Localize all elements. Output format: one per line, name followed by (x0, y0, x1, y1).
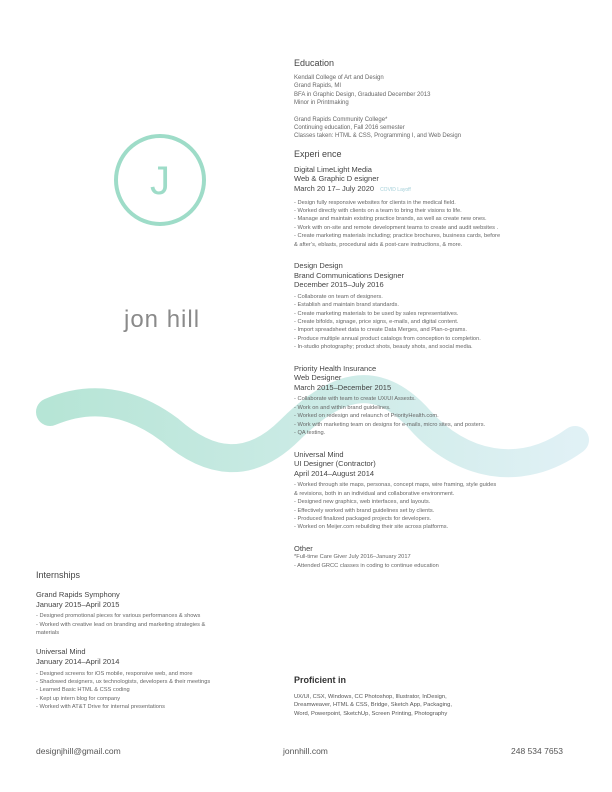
education-lines: Kendall College of Art and Design Grand Rapids, MI BFA in Graphic Design, Graduated December 2013 Minor in Printmaking Grand Rapids Community College* Continuing education, Fall 2016 semester Classes taken: HTML & CSS, Programming I, and Web Design (294, 75, 462, 140)
logo-letter: J (150, 159, 170, 203)
education-section (294, 58, 584, 141)
education-title: Education (294, 58, 335, 68)
internships-section (36, 570, 276, 722)
job-bullets: - Worked through site maps, personas, concept maps, wire framing, style guides & revisions, both in an individual and collaborative environment. - Designed new graphics, web interfaces, and layouts. - Effectively worked with brand guidelines set by clients. - Produced finalized packaged projects for developers. - Worked on Meijer.com rebuilding their site across platforms. (294, 482, 497, 531)
internships-title: Internships (36, 570, 81, 580)
other-section: Other *Full-time Care Giver July 2016–January 2017 - Attended GRCC classes in coding to continue education (294, 544, 584, 570)
layoff-note: COVID Layoff (380, 187, 411, 194)
other-title: Other (294, 543, 313, 553)
job-bullets: - Collaborate on team of designers. - Establish and maintain brand standards. - Create marketing materials to be used by sales representatives. - Create bifolds, signage, price signs, e-mails, and digital content. - Import spreadsheet data to create Data Merges, and Plan-o-grams. - Produce multiple annual product catalogs from conception to completion. - In-studio photography; product shots, beauty shots, and social media. (294, 293, 481, 351)
job-entry: Digital LimeLight Media Web & Graphic D esigner March 20 17– July 2020 COVID Layoff - Design fully responsive websites for clients in the medical field. - Worked directly with clients on a team to bring their visions to life. - Manage and maintain existing practice brands, as well as create new ones. - Work with on-site and remote development teams to create and audit websites . - Create marketing materials including; practice brochures, business cards, before & after’s, eblasts, procedural aids & post-care instructions, & more. (294, 165, 584, 249)
monogram-logo (112, 132, 208, 228)
job-entry: Priority Health Insurance Web Designer March 2015–December 2015 - Collaborate with team to create UX/UI Assests. - Work on and within brand guidelines. - Worked on redesign and relaunch of PriorityHealth.com. - Work with marketing team on designs for e-mails, micro sites, and posters. - QA testing. (294, 364, 584, 438)
experience-title: Experi ence (294, 148, 342, 159)
website-link[interactable]: jonnhill.com (283, 746, 328, 756)
job-entry: Design Design Brand Communications Designer December 2015–July 2016 - Collaborate on team of designers. - Establish and maintain brand standards. - Create marketing materials to be used by sales representatives. - Create bifolds, signage, price signs, e-mails, and digital content. - Import spreadsheet data to create Data Merges, and Plan-o-grams. - Produce multiple annual product catalogs from conception to completion. - In-studio photography; product shots, beauty shots, and social media. (294, 261, 584, 352)
right-column (294, 58, 584, 582)
job-entry: Universal Mind UI Designer (Contractor) April 2014–August 2014 - Worked through site maps, personas, concept maps, wire framing, style guides & revisions, both in an individual and collaborative environment. - Designed new graphics, web interfaces, and layouts. - Effectively worked with brand guidelines set by clients. - Produced finalized packaged projects for developers. - Worked on Meijer.com rebuilding their site across platforms. (294, 450, 584, 532)
phone-number: 248 534 7653 (511, 746, 563, 756)
job-bullets: - Design fully responsive websites for clients in the medical field. - Worked directly with clients on a team to bring their visions to life. - Manage and maintain existing practice brands, as well as create new ones. - Work with on-site and remote development teams to create and audit websites . - Create marketing materials including; practice brochures, business cards, before & after’s, eblasts, procedural aids & post-care instructions, & more. (294, 199, 501, 248)
email-link[interactable]: designjhill@gmail.com (36, 746, 121, 756)
internship-entry: Grand Rapids Symphony January 2015–April 2015 - Designed promotional pieces for various performances & shows - Worked with creative lead on branding and marketing strategies & materials (36, 590, 206, 636)
skills-title: Proficient in (294, 675, 347, 685)
internship-entry: Universal Mind January 2014–April 2014 - Designed screens for iOS mobile, responsive web, and more - Shadowed designers, ux technologists, developers & their meetings - Learned Basic HTML & CSS coding - Kept up intern blog for company - Worked with AT&T Drive for internal presentations (36, 647, 211, 711)
experience-section (294, 149, 584, 570)
skills-list: UX/UI, CSX, Windows, CC Photoshop, Illustrator, InDesign, Dreamweaver, HTML & CSS, Bridge, Sketch App, Packaging, Word, Powerpoint, SketchUp, Screen Printing, Photography (294, 694, 452, 717)
candidate-name: jon hill (124, 306, 201, 333)
job-bullets: - Collaborate with team to create UX/UI Assests. - Work on and within brand guidelines. - Worked on redesign and relaunch of PriorityHealth.com. - Work with marketing team on designs for e-mails, micro sites, and posters. - QA testing. (294, 396, 486, 437)
